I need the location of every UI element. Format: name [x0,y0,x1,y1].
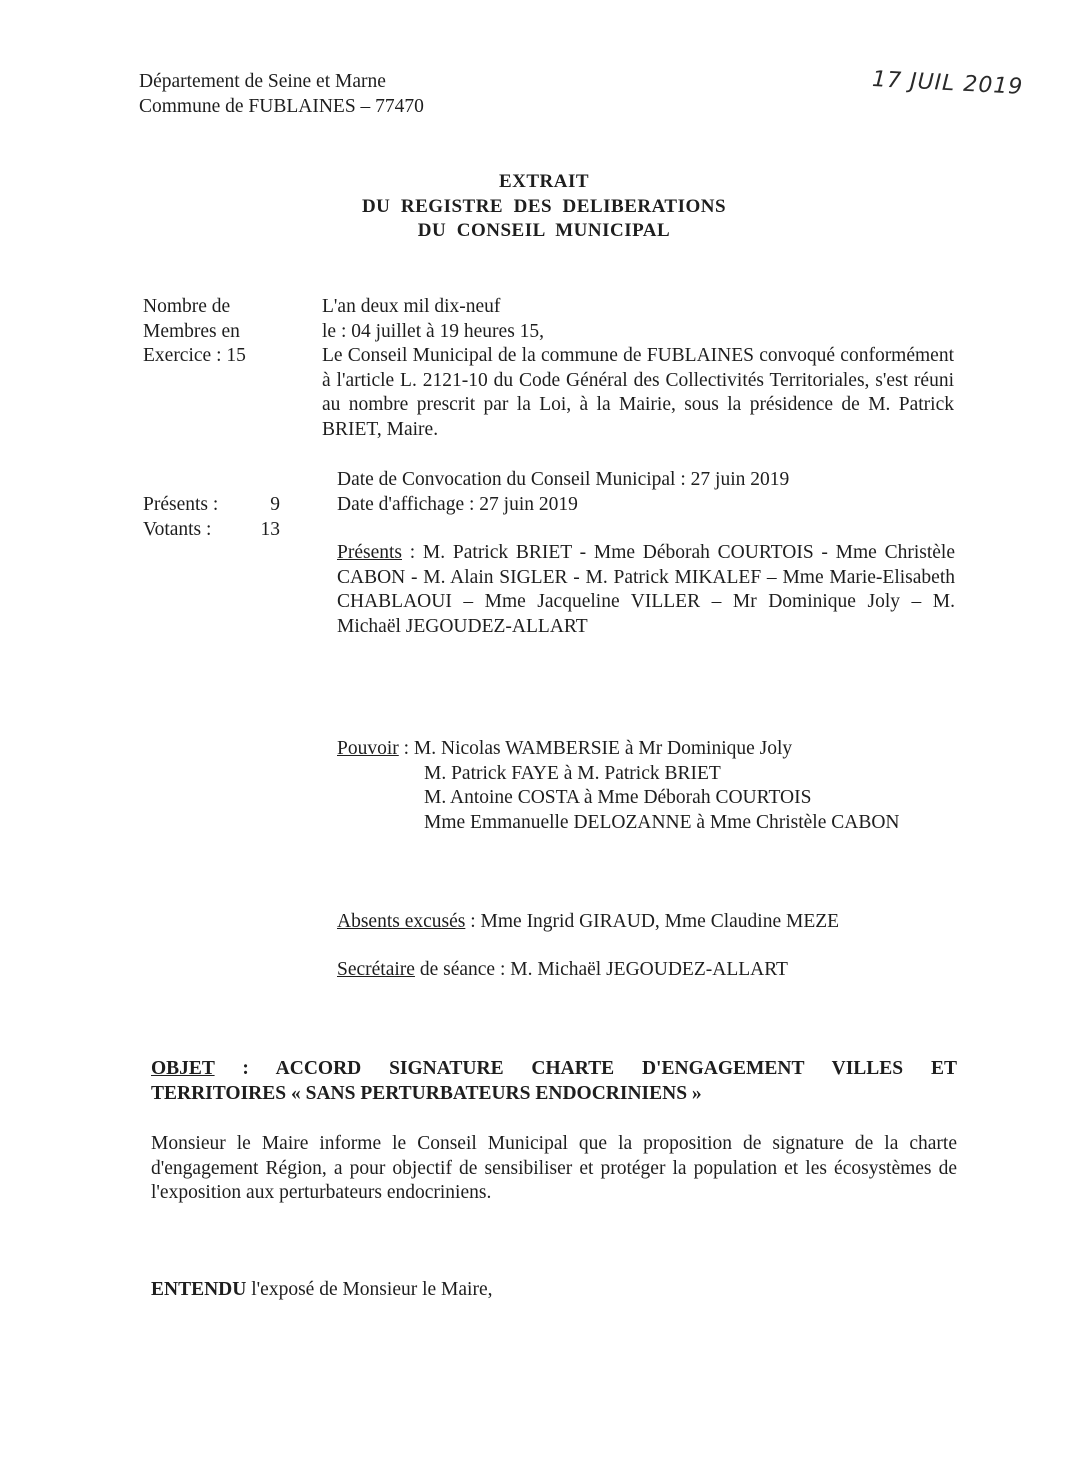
convocation-dates [337,468,789,517]
convocation-date: Date de Convocation du Conseil Municipal : 27 juin 2019 [337,469,790,490]
proxy-entry-4: Mme Emmanuelle DELOZANNE à Mme Christèle CABON [424,811,900,833]
proxy-entry-2: M. Patrick FAYE à M. Patrick BRIET [424,762,721,784]
votants-count-row [143,518,280,543]
members-line-1: Nombre de [143,296,231,317]
posting-date: Date d'affichage : 27 juin 2019 [337,493,578,515]
proxy-list [337,737,955,835]
title-line-2: DU REGISTRE DES DELIBERATIONS [361,195,727,217]
deliberation-body: Monsieur le Maire informe le Conseil Municipal que la proposition de signature de la charte d'engagement Région, a pour objectif de sensibiliser et protéger la population et les écosystèmes de l'exposition aux perturbateurs endocriniens. [151,1133,957,1203]
absents-line [337,910,955,935]
title-line-3: DU CONSEIL MUNICIPAL [417,220,671,241]
votants-count-label: Votants : [143,518,212,540]
proxy-entry-3: M. Antoine COSTA à Mme Déborah COURTOIS [424,787,812,808]
secretary-line [337,958,955,983]
presents-count-row [143,493,280,518]
presents-count-value: 9 [270,494,280,515]
department-line: Département de Seine et Marne [139,71,386,92]
attendance-stats [143,493,280,542]
intro-year: L'an deux mil dix-neuf [322,296,501,317]
members-count [143,295,246,369]
presents-count-label: Présents : [143,494,219,515]
presents-list [337,541,955,639]
proxy-line-1 [337,737,955,762]
commune-line: Commune de FUBLAINES – 77470 [139,95,424,117]
members-line-3: Exercice : 15 [143,345,246,366]
entendu-keyword: ENTENDU [151,1279,247,1300]
intro-date: le : 04 juillet à 19 heures 15, [322,320,545,342]
session-intro [322,295,954,442]
intro-body: Le Conseil Municipal de la commune de FUBLAINES convoqué conformément à l'article L. 2121-10 du Code Général des Collectivités Territoriales, s'est réuni au nombre prescrit par la Loi, à la Mairie, sous la présidence de M. Patrick BRIET, Maire. [322,345,954,440]
absents-label: Absents excusés [337,911,466,932]
commune-header [139,70,424,119]
secretaire-label: Secrétaire [337,959,415,980]
proxy-entry-1: : M. Nicolas WAMBERSIE à Mr Dominique Joly [398,738,793,759]
members-line-2: Membres en [143,320,240,342]
title-line-1: EXTRAIT [498,171,590,192]
entendu-line [151,1278,492,1303]
presents-label: Présents [337,542,402,563]
objet-text-1: : ACCORD SIGNATURE CHARTE D'ENGAGEMENT VILLES ET [214,1058,957,1079]
entendu-text: l'exposé de Monsieur le Maire, [246,1279,493,1300]
subject-line-2: TERRITOIRES « SANS PERTURBATEURS ENDOCRINIENS » [151,1083,702,1104]
absents-names: : Mme Ingrid GIRAUD, Mme Claudine MEZE [465,911,840,932]
pouvoir-label: Pouvoir [337,738,399,759]
subject-line-1 [151,1057,957,1082]
objet-label: OBJET [151,1058,215,1079]
received-date-stamp: 17 JUIL 2019 [871,67,1024,100]
presents-names: : M. Patrick BRIET - Mme Déborah COURTOIS - Mme Christèle CABON - M. Alain SIGLER - M. Patrick MIKALEF – Mme Marie-Elisabeth CHABLAOUI – Mme Jacqueline VILLER – Mr Dominique Joly – M. Michaël JEGOUDEZ-ALLART [337,542,955,637]
votants-count-value: 13 [260,518,280,540]
document-title [0,170,1088,244]
secretaire-name: de séance : M. Michaël JEGOUDEZ-ALLART [414,959,788,980]
